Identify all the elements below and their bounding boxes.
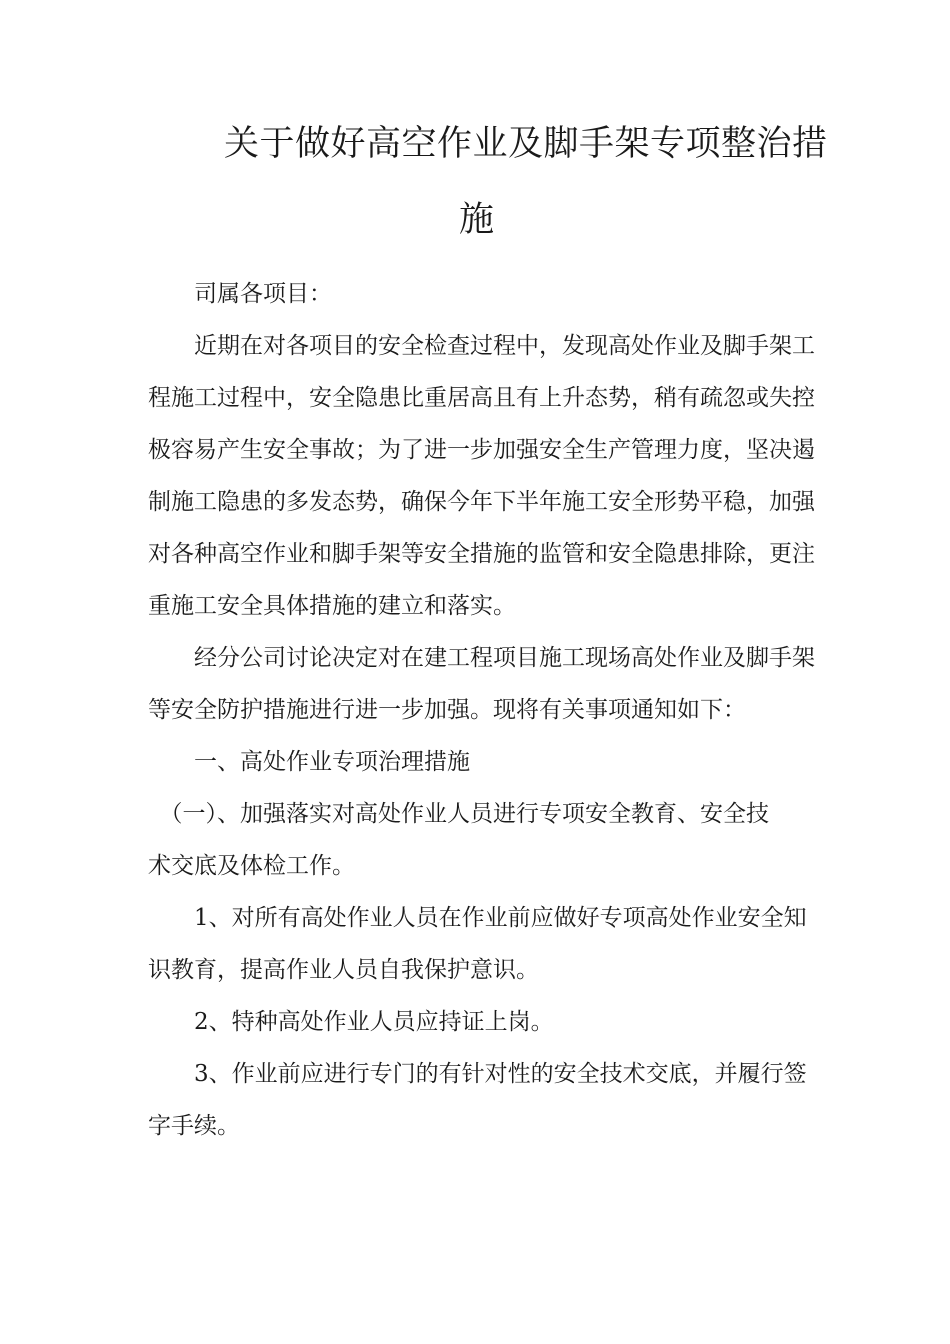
paragraph-line: 近期在对各项目的安全检查过程中，发现高处作业及脚手架工 (148, 333, 815, 359)
paragraph-line: 对各种高空作业和脚手架等安全措施的监管和安全隐患排除，更注 (148, 541, 815, 567)
subsection-heading: （一）、加强落实对高处作业人员进行专项安全教育、安全技 (148, 801, 769, 827)
paragraph-line: 程施工过程中，安全隐患比重居高且有上升态势，稍有疏忽或失控 (148, 385, 815, 411)
list-item: 1、对所有高处作业人员在作业前应做好专项高处作业安全知 (148, 905, 807, 931)
salutation: 司属各项目： (148, 281, 332, 307)
list-item: 3、作业前应进行专门的有针对性的安全技术交底，并履行签 (148, 1061, 807, 1087)
paragraph-line: 极容易产生安全事故；为了进一步加强安全生产管理力度，坚决遏 (148, 437, 815, 463)
list-item: 2、特种高处作业人员应持证上岗。 (148, 1009, 554, 1035)
list-item-continuation: 字手续。 (148, 1113, 240, 1139)
list-item-continuation: 识教育，提高作业人员自我保护意识。 (148, 957, 539, 983)
paragraph-line: 重施工安全具体措施的建立和落实。 (148, 593, 516, 619)
paragraph-line: 制施工隐患的多发态势，确保今年下半年施工安全形势平稳，加强 (148, 489, 815, 515)
paragraph-line: 经分公司讨论决定对在建工程项目施工现场高处作业及脚手架 (148, 645, 815, 671)
document-title-line-2: 施 (459, 200, 495, 240)
paragraph-line: 术交底及体检工作。 (148, 853, 355, 879)
section-heading: 一、高处作业专项治理措施 (148, 749, 470, 775)
paragraph-line: 等安全防护措施进行进一步加强。现将有关事项通知如下： (148, 697, 746, 723)
document-title-line-1: 关于做好高空作业及脚手架专项整治措 (224, 124, 828, 164)
